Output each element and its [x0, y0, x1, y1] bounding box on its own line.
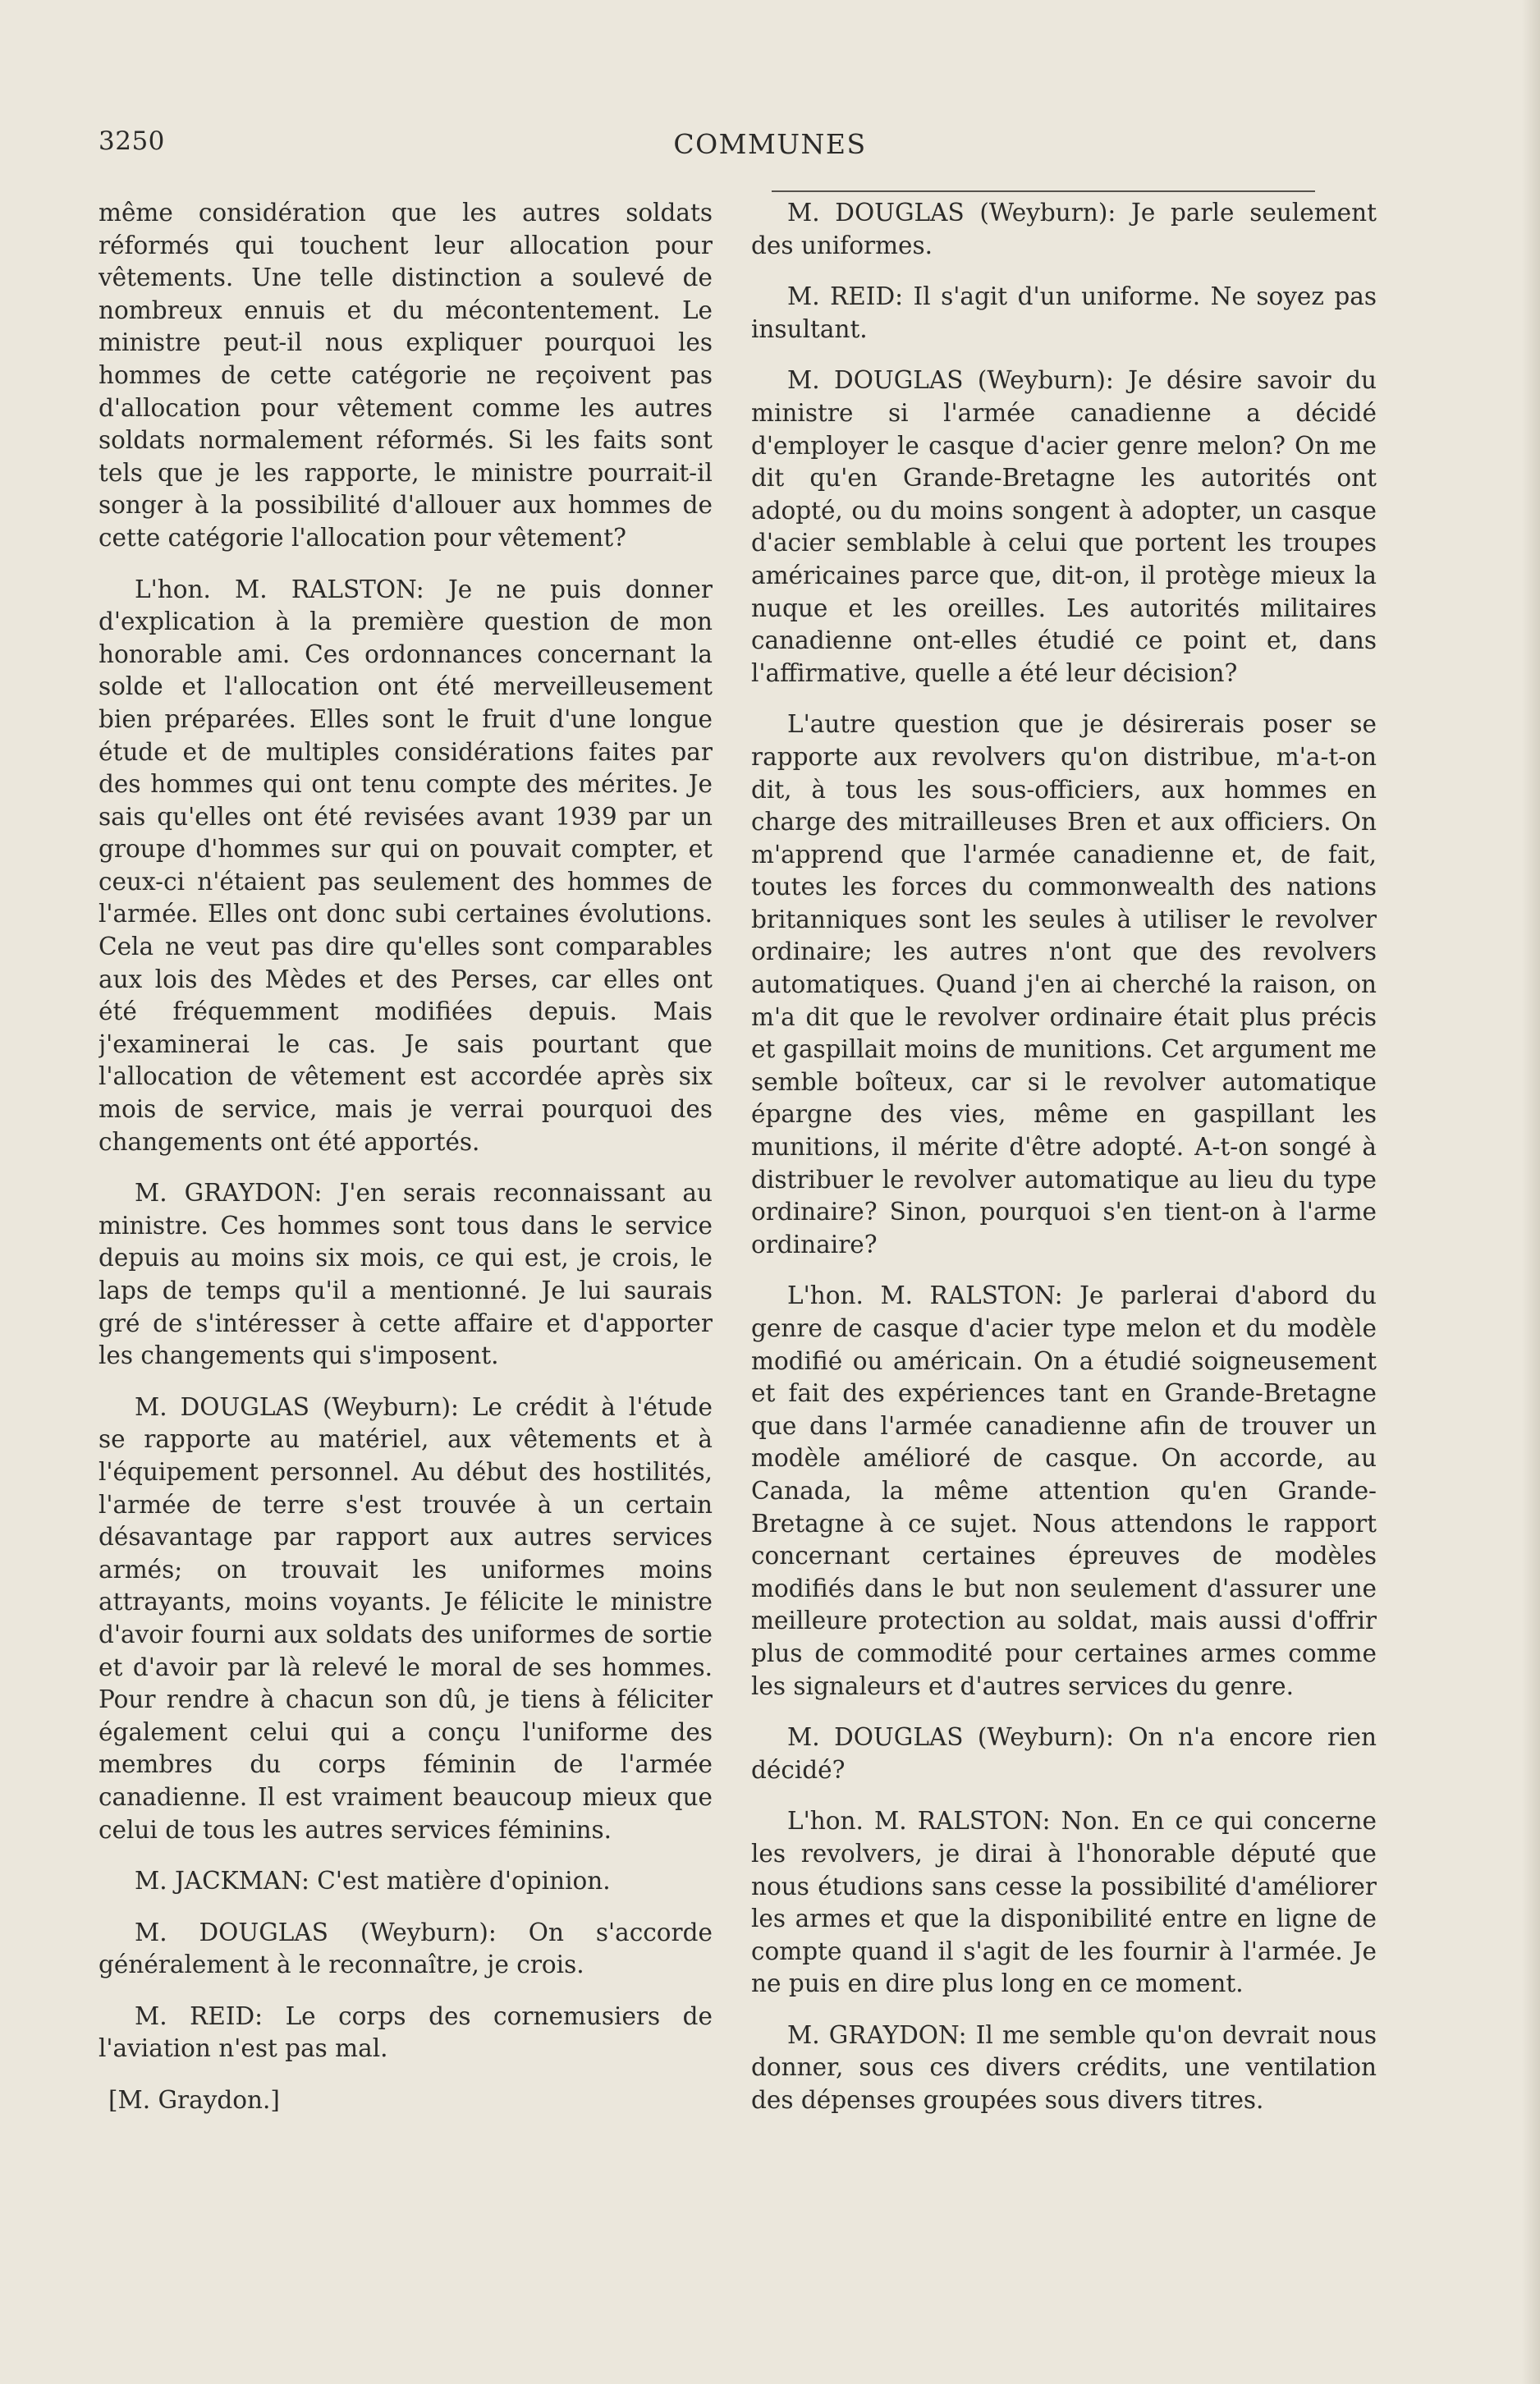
paragraph: M. DOUGLAS (Weyburn): Je parle seulement des uniformes. [751, 199, 1377, 259]
paragraph: M. GRAYDON: J'en serais reconnaissant au ministre. Ces hommes sont tous dans le service depuis au moins six mois, ce qui est, je crois, le laps de temps qu'il a mentionné. Je lui saurais gré de s'intéresser à cette affaire et d'apporter les changements qui s'imposent. [99, 1179, 713, 1370]
page-edge-shadow [1522, 0, 1540, 2384]
paragraph: même considération que les autres soldats réformés qui touchent leur allocation pour vêtements. Une telle distinction a soulevé de nombreux ennuis et du mécontentement. Le ministre peut-il nous expliquer pourquoi les hommes de cette catégorie ne reçoivent pas d'allocation pour vêtement comme les autres soldats normalement réformés. Si les faits sont tels que je les rapporte, le ministre pourrait-il songer à la possibilité d'allouer aux hommes de cette catégorie l'allocation pour vêtement? [99, 199, 713, 552]
paragraph: M. GRAYDON: Il me semble qu'on devrait nous donner, sous ces divers crédits, une ventilation des dépenses groupées sous divers titres. [751, 2020, 1377, 2115]
paragraph: M. JACKMAN: C'est matière d'opinion. [135, 1867, 611, 1896]
paragraph: M. REID: Le corps des cornemusiers de l'aviation n'est pas mal. [99, 2001, 713, 2063]
running-head: COMMUNES [673, 128, 867, 160]
paragraph: L'hon. M. RALSTON: Non. En ce qui concerne les revolvers, je dirai à l'honorable député que nous étudions sans cesse la possibilité d'améliorer les armes et que la disponibilité entre en ligne de compte quand il s'agit de les fournir à l'armée. Je ne puis en dire plus long en ce moment. [751, 1807, 1377, 1998]
paragraph: L'hon. M. RALSTON: Je parlerai d'abord du genre de casque d'acier type melon et du modèle modifié ou américain. On a étudié soigneusement et fait des expériences tant en Grande-Bretagne que dans l'armée canadienne afin de trouver un modèle amélioré de casque. On accorde, au Canada, la même attention qu'en Grande-Bretagne à ce sujet. Nous attendons le rapport concernant certaines épreuves de modèles modifiés dans le but non seulement d'assurer une meilleure protection au soldat, mais aussi d'offrir plus de commodité pour certaines armes comme les signaleurs et d'autres services du genre. [751, 1281, 1377, 1700]
paragraph: M. DOUGLAS (Weyburn): On n'a encore rien décidé? [751, 1723, 1377, 1784]
paragraph: M. REID: Il s'agit d'un uniforme. Ne soyez pas insultant. [751, 282, 1377, 343]
paragraph: L'hon. M. RALSTON: Je ne puis donner d'explication à la première question de mon honorable ami. Ces ordonnances concernant la solde et l'allocation ont été merveilleusement bien préparées. Elles sont le fruit d'une longue étude et de multiples considérations faites par des hommes qui ont tenu compte des mérites. Je sais qu'elles ont été revisées avant 1939 par un groupe d'hommes sur qui on pouvait compter, et ceux-ci n'étaient pas seulement des hommes de l'armée. Elles ont donc subi certaines évolutions. Cela ne veut pas dire qu'elles sont comparables aux lois des Mèdes et des Perses, car elles ont été fréquemment modifiées depuis. Mais j'examinerai le cas. Je sais pourtant que l'allocation de vêtement est accordée après six mois de service, mais je verrai pourquoi des changements ont été apportés. [99, 575, 713, 1156]
right-column [751, 197, 1377, 2299]
paragraph: L'autre question que je désirerais poser se rapporte aux revolvers qu'on distribue, m'a-t-on dit, à tous les sous-officiers, aux hommes en charge des mitrailleuses Bren et aux officiers. On m'apprend que l'armée canadienne et, de fait, toutes les forces du commonwealth des nations britanniques sont les seules à utiliser le revolver ordinaire; les autres n'ont que des revolvers automatiques. Quand j'en ai cherché la raison, on m'a dit que le revolver ordinaire était plus précis et gaspillait moins de munitions. Cet argument me semble boîteux, car si le revolver automatique épargne des vies, même en gaspillant les munitions, il mérite d'être adopté. A-t-on songé à distribuer le revolver automatique au lieu du type ordinaire? Sinon, pourquoi s'en tient-on à l'arme ordinaire? [751, 710, 1377, 1258]
speaker-attribution: [M. Graydon.] [108, 2086, 280, 2115]
paragraph: M. DOUGLAS (Weyburn): Je désire savoir du ministre si l'armée canadienne a décidé d'employer le casque d'acier genre melon? On me dit qu'en Grande-Bretagne les autorités ont adopté, ou du moins songent à adopter, un casque d'acier semblable à celui que portent les troupes américaines parce que, dit-on, il protège mieux la nuque et les oreilles. Les autorités militaires canadienne ont-elles étudié ce point et, dans l'affirmative, quelle a été leur décision? [751, 366, 1377, 687]
page-number: 3250 [99, 126, 165, 156]
left-column [99, 197, 713, 2299]
paragraph: M. DOUGLAS (Weyburn): On s'accorde généralement à le reconnaître, je crois. [99, 1918, 713, 1979]
paragraph: M. DOUGLAS (Weyburn): Le crédit à l'étude se rapporte au matériel, aux vêtements et à l'équipement personnel. Au début des hostilités, l'armée de terre s'est trouvée à un certain désavantage par rapport aux autres services armés; on trouvait les uniformes moins attrayants, moins voyants. Je félicite le ministre d'avoir fourni aux soldats des uniformes de sortie et d'avoir par là relevé le moral de ses hommes. Pour rendre à chacun son dû, je tiens à féliciter également celui qui a conçu l'uniforme des membres du corps féminin de l'armée canadienne. Il est vraiment beaucoup mieux que celui de tous les autres services féminins. [99, 1392, 713, 1844]
header-rule [772, 190, 1315, 192]
